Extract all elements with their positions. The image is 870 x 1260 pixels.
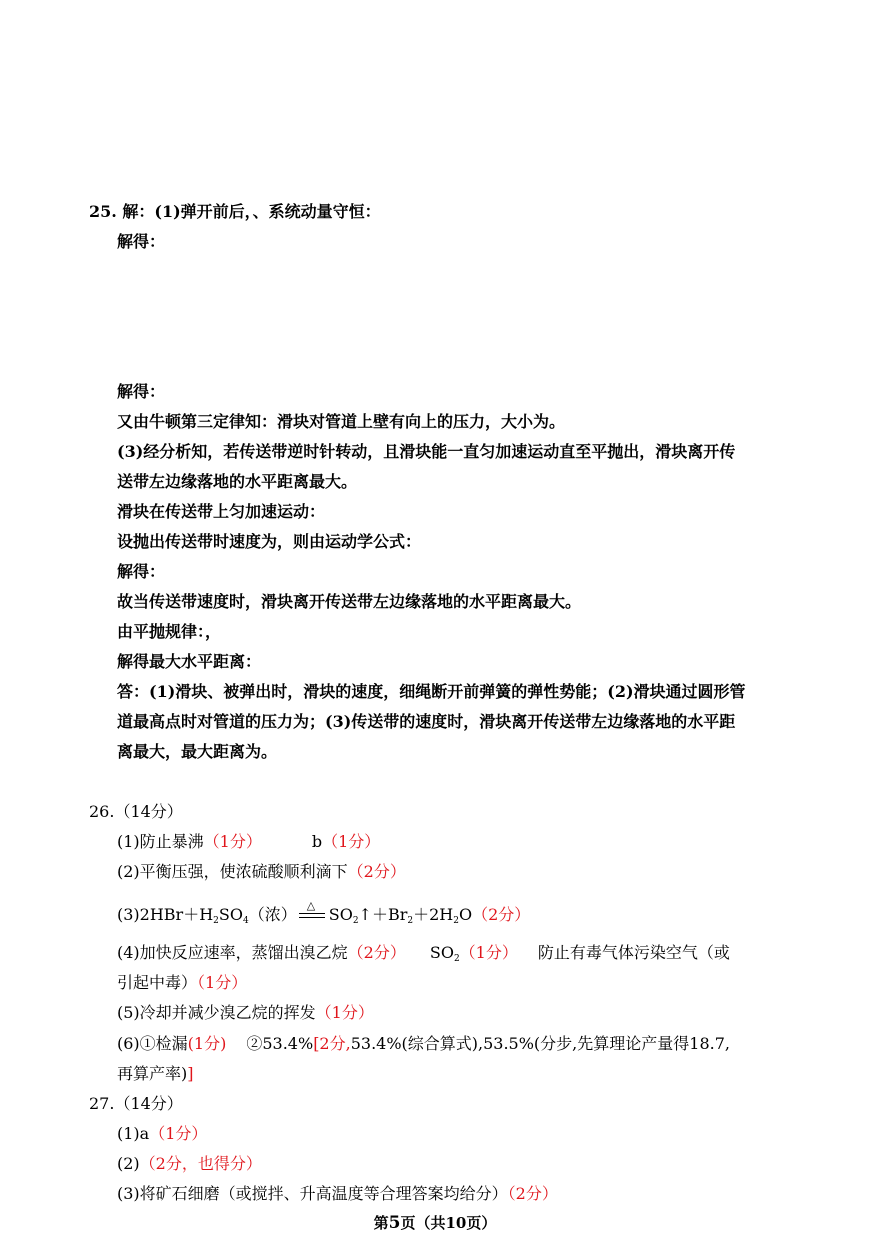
q26-part-4 bbox=[117, 942, 730, 970]
eq-br: ↑＋Br bbox=[358, 905, 408, 924]
q26-part-1 bbox=[117, 831, 380, 853]
eq-sub-5: 2 bbox=[453, 916, 459, 926]
q26-p6-c: [2分, bbox=[313, 1034, 351, 1053]
q26-p1-text: (1)防止暴沸 bbox=[117, 832, 204, 851]
q26-p4b-text: 引起中毒） bbox=[117, 973, 198, 992]
q25-line-15: 离最大，最大距离为。 bbox=[117, 742, 278, 761]
eq-o: O bbox=[458, 905, 473, 924]
delta-icon: △ bbox=[306, 899, 316, 912]
q25-line-4: 又由牛顿第三定律知：滑块对管道上壁有向上的压力，大小为。 bbox=[117, 412, 566, 431]
q27-p2-score: （2分，也得分） bbox=[139, 1154, 262, 1173]
q26-p1-b: b bbox=[311, 832, 323, 851]
q26-part-2 bbox=[117, 861, 406, 883]
q25-line-11: 由平抛规律：， bbox=[117, 622, 222, 641]
q27-p1-text: (1)a bbox=[117, 1124, 150, 1143]
q26-part-5 bbox=[117, 1002, 374, 1024]
q26-p1-b-score: （1分） bbox=[322, 832, 381, 851]
eq-sub-4: 2 bbox=[407, 916, 414, 926]
q26-p2-text: (2)平衡压强，使浓硫酸顺利滴下 bbox=[117, 862, 348, 881]
q26-p6-score-1: (1分) bbox=[187, 1034, 227, 1053]
q25-line-7: 滑块在传送带上匀加速运动： bbox=[117, 502, 326, 521]
footer-mid: 页（共 bbox=[400, 1214, 446, 1232]
q25-line-1: 25. 解：(1)弹开前后，、系统动量守恒： bbox=[89, 202, 381, 221]
q27-p3-text: (3)将矿石细磨（或搅拌、升高温度等合理答案均给分） bbox=[117, 1184, 508, 1203]
footer-prefix: 第 bbox=[373, 1214, 389, 1232]
q26-p1-score: （1分） bbox=[203, 832, 262, 851]
q25-line-13: 答：(1)滑块、被弹出时，滑块的速度，细绳断开前弹簧的弹性势能；(2)滑块通过圆形管 bbox=[117, 682, 746, 701]
footer-total-pages: 10 bbox=[445, 1214, 467, 1232]
q26-p6-b: ②53.4% bbox=[246, 1034, 314, 1053]
q26-part-6-cont bbox=[117, 1063, 194, 1085]
q26-part-6 bbox=[117, 1033, 730, 1055]
q27-p1-score: （1分） bbox=[149, 1124, 208, 1143]
q26-p4b-score: （1分） bbox=[197, 973, 248, 992]
q26-p4-score-1: （2分） bbox=[347, 943, 406, 962]
q27-p2-text: (2) bbox=[117, 1154, 140, 1173]
q25-line-8: 设抛出传送带时速度为，则由运动学公式： bbox=[117, 532, 422, 551]
eq-2hbr-h: (3)2HBr＋H bbox=[117, 905, 214, 924]
q26-p3-score: （2分） bbox=[472, 905, 531, 924]
q26-p4-sub: 2 bbox=[453, 954, 460, 964]
page-footer bbox=[0, 1212, 870, 1233]
q26-part-4-cont bbox=[117, 972, 247, 994]
q25-line-3: 解得： bbox=[117, 382, 166, 401]
q27-part-1 bbox=[117, 1123, 207, 1145]
eq-so: SO bbox=[218, 905, 243, 924]
q27-part-3 bbox=[117, 1183, 558, 1205]
q27-part-2 bbox=[117, 1153, 262, 1175]
q26-p4-score-2: （1分） bbox=[459, 943, 518, 962]
q26-p4-text: (4)加快反应速率，蒸馏出溴乙烷 bbox=[117, 943, 348, 962]
q26-p4-so: SO bbox=[429, 943, 454, 962]
q26-heading: 26.（14分） bbox=[89, 802, 183, 821]
q25-line-9: 解得： bbox=[117, 562, 166, 581]
q26-p6-a: (6)①检漏 bbox=[117, 1034, 188, 1053]
eq-so2: SO bbox=[328, 905, 353, 924]
q25-line-12: 解得最大水平距离： bbox=[117, 652, 262, 671]
q26-p2-score: （2分） bbox=[347, 862, 406, 881]
q25-line-5: (3)经分析知，若传送带逆时针转动，且滑块能一直匀加速运动直至平抛出，滑块离开传 bbox=[117, 442, 736, 461]
q26-part-3-equation bbox=[117, 899, 531, 932]
q25-line-6: 送带左边缘落地的水平距离最大。 bbox=[117, 472, 358, 491]
eq-sub-1: 2 bbox=[213, 916, 219, 926]
eq-conc: （浓） bbox=[248, 905, 297, 924]
q25-line-14: 道最高点时对管道的压力为；(3)传送带的速度时，滑块离开传送带左边缘落地的水平距 bbox=[117, 712, 736, 731]
q25-line-10: 故当传送带速度时，滑块离开传送带左边缘落地的水平距离最大。 bbox=[117, 592, 582, 611]
q25-line-2: 解得： bbox=[117, 232, 166, 251]
q26-p5-text: (5)冷却并减少溴乙烷的挥发 bbox=[117, 1003, 316, 1022]
q26-p4-tail: 防止有毒气体污染空气（或 bbox=[537, 943, 730, 962]
footer-page-number: 5 bbox=[388, 1213, 401, 1233]
q26-p6-d: 53.4%(综合算式),53.5%(分步,先算理论产量得18.7, bbox=[350, 1034, 730, 1053]
footer-suffix: 页） bbox=[466, 1214, 497, 1232]
eq-2h: ＋2H bbox=[413, 905, 454, 924]
q26-p6b-close: ] bbox=[187, 1064, 194, 1083]
eq-sub-2: 4 bbox=[242, 916, 249, 926]
q27-heading: 27.（14分） bbox=[89, 1094, 183, 1113]
q26-p6b-text: 再算产率) bbox=[117, 1064, 188, 1083]
q26-p5-score: （1分） bbox=[315, 1003, 374, 1022]
q27-p3-score: （2分） bbox=[507, 1184, 558, 1203]
heat-arrow-icon bbox=[297, 899, 329, 924]
eq-sub-3: 2 bbox=[352, 916, 359, 926]
